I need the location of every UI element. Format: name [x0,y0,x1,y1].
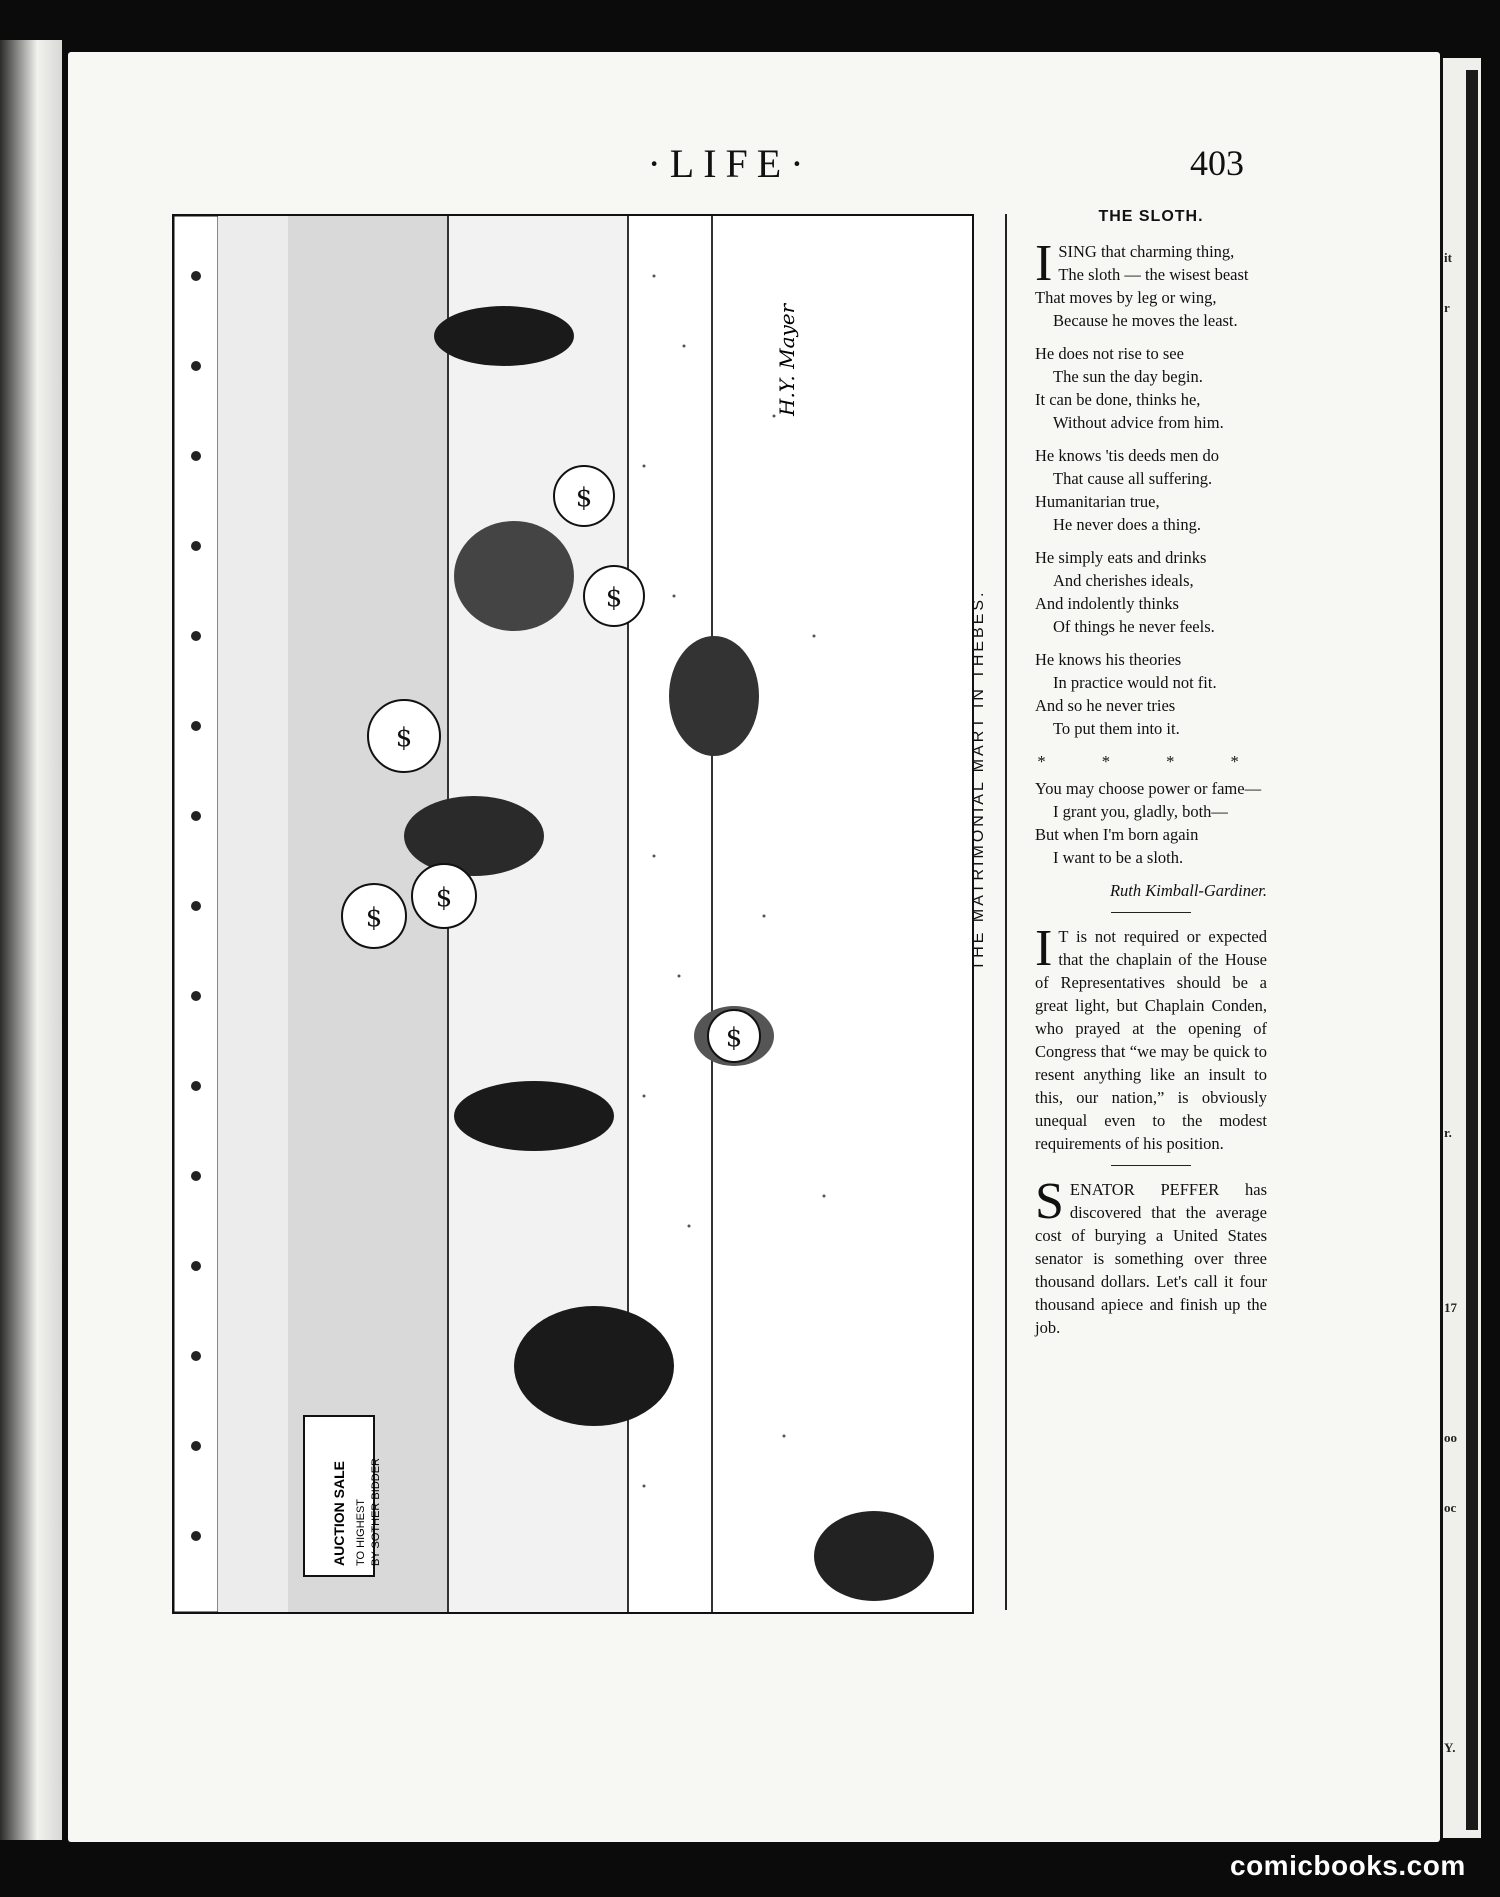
poem-line: I grant you, gladly, both— [1053,802,1228,821]
poem-stanza [1035,235,1267,332]
chaplain-paragraph [1035,920,1267,1155]
paragraph-lead: ENATOR PEFFER [1069,1180,1220,1199]
cartoon-drawing [174,216,972,1612]
poem-stanza [1035,777,1267,869]
poem-line: That cause all suffering. [1053,469,1213,488]
svg-text:$: $ [395,723,413,753]
poem-line: He does not rise to see [1035,344,1184,363]
cartoon-caption: THE MATRIMONIAL MART IN THEBES. [970,589,987,971]
poem-line: And so he never tries [1035,696,1176,715]
auction-sign-line2: TO HIGHEST [355,1498,367,1566]
edge-fragment: oc [1444,1500,1457,1515]
running-title: ·LIFE· [647,141,813,186]
column-rule [1005,214,1007,1610]
auction-sign-line3: BY SOTHER BIDDER [370,1458,382,1566]
svg-text:$: $ [575,483,593,513]
paragraph-text: has discovered that the average cost of burying a United States senator is something over three thousand dollars. Let's call it four thousand apiece and finish up the job. [1035,1180,1267,1337]
poem-line: You may choose power or fame— [1035,779,1262,798]
cartoon-illustration [172,214,974,1614]
edge-fragment: it [1444,250,1452,265]
poem-line: Without advice from him. [1053,413,1224,432]
poem-line: And indolently thinks [1035,594,1179,613]
poem-stanza [1035,648,1267,740]
drop-cap: S [1035,1173,1064,1230]
poem-line: And cherishes ideals, [1053,571,1194,590]
poem-line: He knows his theories [1035,650,1182,669]
poem-signature: Ruth Kimball-Gardiner. [1109,881,1267,900]
poem-line: Humanitarian true, [1035,492,1160,511]
svg-text:$: $ [435,883,453,913]
svg-text:$: $ [725,1023,743,1053]
text-column [1035,205,1267,1339]
poem-line: It can be done, thinks he, [1035,390,1201,409]
edge-fragment: r [1444,300,1450,315]
poem-line: Because he moves the least. [1053,311,1238,330]
poem-title: THE SLOTH. [1098,208,1204,225]
poem-stanza [1035,444,1267,536]
auction-sign-line1: AUCTION SALE [331,1461,347,1566]
paragraph-text: T is not required or expected that the chaplain of the House of Representatives should be a great light, but Chaplain Conden, who prayed at the opening of Congress that “we may be quick to resent anything like an insult to this, our nation,” is obviously unequal even to the modest requirements of his position. [1035,927,1267,1153]
edge-fragment: 17 [1444,1300,1457,1315]
poem-stanza [1035,342,1267,434]
drop-cap: I [1035,235,1053,292]
svg-text:$: $ [365,903,383,933]
binding-shadow [1466,70,1478,1830]
artist-signature: H.Y. Mayer [775,303,799,416]
poem-line: Of things he never feels. [1053,617,1215,636]
drop-cap: I [1035,920,1053,977]
section-divider [1111,1165,1191,1166]
left-page-edge [0,40,62,1840]
poem-line: SING that charming thing, [1058,242,1235,261]
asterisk-divider: * * * * [1037,752,1265,771]
poem-line: He knows 'tis deeds men do [1035,446,1219,465]
poem-line: To put them into it. [1053,719,1180,738]
edge-fragment: oo [1444,1430,1457,1445]
poem-line: I want to be a sloth. [1053,848,1184,867]
edge-fragment: r. [1444,1125,1452,1140]
peffer-paragraph [1035,1173,1267,1339]
poem-line: He never does a thing. [1053,515,1201,534]
watermark: comicbooks.com [1230,1850,1466,1881]
poem-stanza [1035,546,1267,638]
poem-line: But when I'm born again [1035,825,1199,844]
page-number: 403 [1190,143,1244,183]
poem-line: He simply eats and drinks [1035,548,1207,567]
poem-line: The sun the day begin. [1053,367,1203,386]
poem-line: The sloth — the wisest beast [1058,265,1249,284]
section-divider [1111,912,1191,913]
poem-line: In practice would not fit. [1053,673,1217,692]
svg-text:$: $ [605,583,623,613]
poem-line: That moves by leg or wing, [1035,288,1217,307]
edge-fragment: Y. [1444,1740,1456,1755]
